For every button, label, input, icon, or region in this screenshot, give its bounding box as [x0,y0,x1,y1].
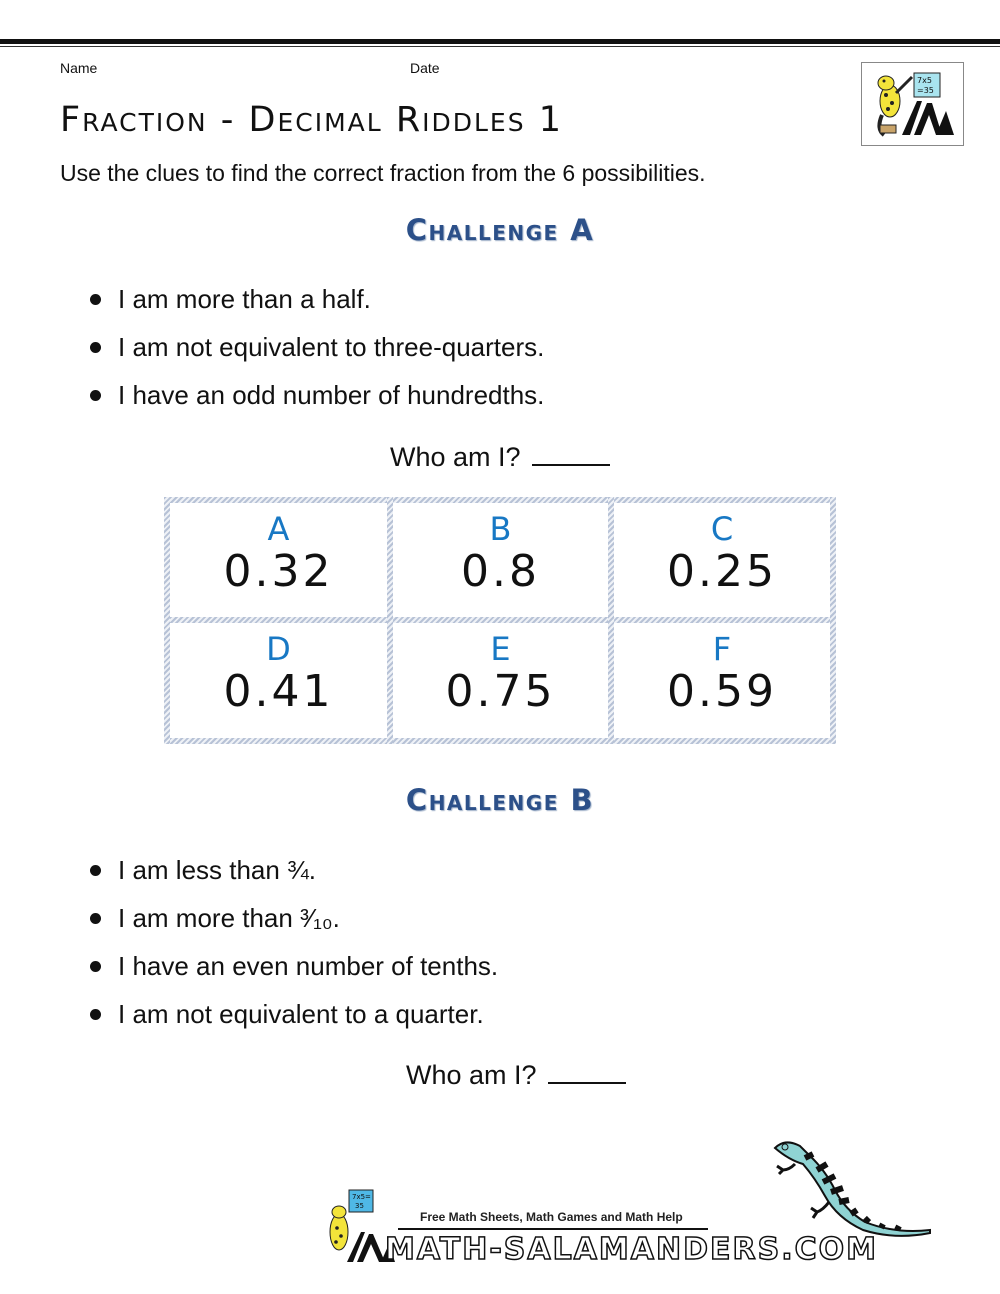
clue-item: I have an odd number of hundredths. [88,380,544,428]
bullet-icon [90,865,101,876]
options-grid [164,497,836,744]
option-value: 0.41 [223,666,334,717]
math-salamanders-logo [861,62,964,146]
date-label: Date [410,60,440,76]
clue-item: I have an even number of tenths. [88,951,498,999]
instructions-text: Use the clues to find the correct fraction from the 6 possibilities. [60,160,706,186]
option-f [614,623,830,738]
clue-item: I am not equivalent to a quarter. [88,999,498,1047]
page-title: Fraction - Decimal Riddles 1 [60,100,563,140]
clue-item: I am more than ³⁄₁₀. [88,903,498,951]
option-a [170,503,387,617]
challenge-a-heading: Challenge A [405,213,595,247]
challenge-b-heading: Challenge B [405,783,595,817]
challenge-a-clues [88,284,544,428]
footer-tagline: Free Math Sheets, Math Games and Math Help [420,1210,683,1224]
prompt-text: Who am I? [389,442,521,472]
top-border-thin [0,46,1000,47]
answer-blank[interactable] [532,440,610,466]
option-letter: D [266,630,291,668]
option-e [393,623,608,738]
option-b [393,503,608,617]
challenge-b-clues [88,855,498,1047]
option-value: 0.8 [461,546,540,597]
challenge-b-prompt [16,1058,1000,1091]
footer-divider [398,1228,708,1230]
prompt-text: Who am I? [405,1060,537,1090]
option-letter: A [267,510,290,548]
option-letter: F [712,630,732,668]
bullet-icon [90,913,101,924]
option-value: 0.75 [445,666,556,717]
option-value: 0.59 [667,666,777,717]
name-label: Name [60,60,98,76]
challenge-a-prompt [0,440,1000,473]
bullet-icon [90,294,101,305]
option-letter: E [490,630,511,668]
option-value: 0.25 [667,546,777,597]
svg-text:35: 35 [355,1202,364,1210]
grid-border-bottom [164,738,836,744]
grid-border-right [830,497,836,744]
option-d [170,623,387,738]
top-border-thick [0,39,1000,44]
bullet-icon [90,390,101,401]
salamander-illustration-icon [765,1130,935,1240]
option-c [614,503,830,617]
bullet-icon [90,961,101,972]
clue-item: I am not equivalent to three-quarters. [88,332,544,380]
svg-text:=35: =35 [917,86,934,95]
option-letter: C [710,510,734,548]
answer-blank[interactable] [548,1058,626,1084]
footer-site-name[interactable]: MATH-SALAMANDERS.COM [385,1232,878,1267]
bullet-icon [90,1009,101,1020]
salamander-teacher-icon [862,63,963,145]
option-letter: B [489,510,512,548]
clue-item: I am more than a half. [88,284,544,332]
svg-text:7x5=: 7x5= [352,1193,371,1201]
bullet-icon [90,342,101,353]
svg-text:7x5: 7x5 [917,76,932,85]
option-value: 0.32 [223,546,334,597]
clue-item: I am less than ¾. [88,855,498,903]
